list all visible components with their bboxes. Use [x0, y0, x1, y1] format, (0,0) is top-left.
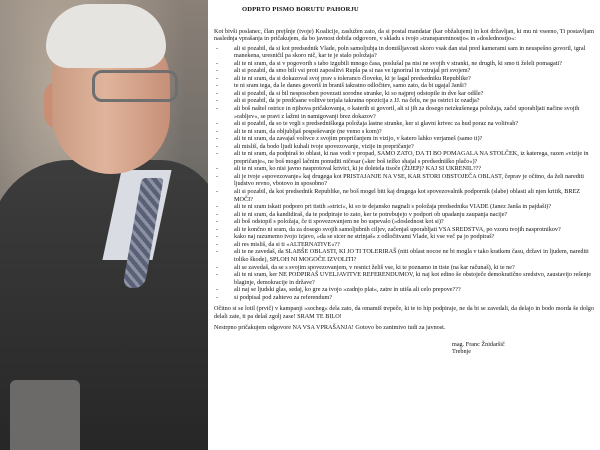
list-item: - ali te ni sram, da si v pogovorih s tabo izgubili mnogo časa, poslušal pa nisi ne svojih v stranki, ne drugih, ki smo ti želeli pomagati? — [214, 60, 594, 68]
list-item: - ali te ni sram, da kandidiraš, da te podpiraje to zato, ker te potrebujejo v podpori ob upadanju zaupanja nacije? — [214, 211, 594, 219]
list-item: - ali te ni sram, da podpiraš to oblast, ki nas vodi v propad, SAMO ZATO, DA TI BO POMAGALA NA STOLČEK, iz katerega, razen »vizije in prepričanje«, ne boš mogel lačnim ponuditi ničesar (»ker boš težko shajal s predsedniško plačo«)? — [214, 150, 594, 165]
letter-title: ODPRTO PISMO BORUTU PAHORJU — [242, 6, 359, 13]
list-item: - ali si pozabil, da kot predsednik Republike, ne boš mogel biti kaj drugega kot spovezovalnik podpornik (slabe) oblasti ali njen kritik, BREZ MOČI? — [214, 188, 594, 203]
list-item: - ali te ni sram, ker NE PODPIRAŠ UVELJAVITVE REFERENDUMOV, ki naj kot edino še obstoječe demokratično sredstvo, zaustavijo rešenje blaginje, demokracije in države? — [214, 271, 594, 286]
speaker-photo — [0, 0, 208, 450]
list-item: - ali te končno ni sram, da za dosego svojih samoljubnih ciljev, začenjaš uporabljati VSA SREDSTVA, po vzoru tvojih nasprotnikov? — [214, 226, 594, 234]
list-item: - ali te ni sram, ko nisi javno nasprotoval krivici, ki je doletela tisoče (ŽIJEP)? KAJ SI UKRENIL??? — [214, 165, 594, 173]
list-item: - ali te ne zavedaš, da SLABŠE OBLASTI, KI JO TI TOLERIRAŠ (niti oblast nocoe ne bi mogla v tako kratkem času, državi in ljudem, narediti toliko škode), SPLOH NI MOGOČE IZVOLITI? — [214, 248, 594, 263]
photo-glasses — [92, 70, 178, 102]
signature-place: Trebnje — [452, 348, 472, 356]
list-item: - ali si pozabil, da si kot predsednik Vlade, poln samoljubja in domišljavosti skoro vsak dan stal pred kamerami sam in neuspešno govoril, igral manekena, uresničil pa skoro nič, kar te je stalo položaja? — [214, 45, 594, 60]
list-item: - ali je tvoje »spovezovanje« kaj drugega kot PRISTAJANJE NA VSE, KAR STORI OBSTOJEČA OBLAST, čeprav je očitno, da želi narediti ljudstvo revno, vbotovo in sposobno? — [214, 173, 594, 188]
list-item: - ali te ni sram, da zavajaš volivce z svojim prepričanjem in vizijo, v katero lahko verjameš (samo ti)? — [214, 135, 594, 143]
closing-paragraph: Očitno si se lotil (prvič) v kampanji »socheg« dela zato, da omamiš trepeče, ki te to hip podpiraje, ne da bi se zavedali, da delajo in bodo morda še dolgo delali zate, ti pa delaš zgolj zase! SRAM TE BILO! — [214, 305, 594, 320]
list-item: - ali naj se ljudski glas, sedaj, ko gre za tvojo »zadnjo plat«, zatre in utiša ali celo prepove??? — [214, 286, 594, 294]
open-letter — [214, 6, 594, 446]
list-item: - ali si pozabil, da je predčasne volitve terjala takratna opozicija z JJ. na čelu, ne pa ostrici iz ozadja? — [214, 97, 594, 105]
list-item: - kako naj razumemo tvojo izjavo, »da se sicer ne strinjaš« z odločitvami Vlade, ki vse več pa jo podpiraš? — [214, 233, 594, 241]
letter-intro: Kot bivši poslanec, član prejšnje (tvoje) Koalicije, zaslužen zato, da si postal mandatar (kar obžalujem) in kot državljan, ki mu ni vseeno, Ti postavljam naslednja vprašanja in pričakujem, da bo javnost dobila odgovore, v skladu s tvojo »transparentnostjo« in »doslednostjo«: — [214, 27, 594, 43]
list-item: - ali si pozabil, da so te vrgli s predsedniškega položaja lastne stranke, ker si glavni krivec za hud poraz na volitvah? — [214, 120, 594, 128]
list-item: - ali te ni sram iskati podporo pri tistih »strici«, ki so te dejansko nagnali s položaja predsednika VIADE (Janez Janša in pajdaši)? — [214, 203, 594, 211]
list-item: - ali te ni sram, da obljubljaš pospeševanje (ne vemo s kom)? — [214, 128, 594, 136]
list-item: - ali si pozabil, da smo bili vsi proti zaposlitvi Rupla pa si nas ve ignoriral in vztrajal pri svojem? — [214, 67, 594, 75]
list-item: - ali si pozabil, da si bil nesposoben povezati sorodne stranke, ki so najprej odstopile in dve kar odšle? — [214, 90, 594, 98]
list-item: - te ni sram tega, da le danes govoriš in braniš takratno odločitev, samo zato, da bi ugajal Janši? — [214, 82, 594, 90]
list-item: - ali misliš, da bodo ljudi kuhali tvoje spovezovanje, vizije in prepričanje? — [214, 143, 594, 151]
list-item: - ali boš naštel ostrice in njihova pričakovanja, o katerih si govoril, ali si jih za dosego neizkušenega položaja, začel uporabljati načine svojih »rabljev«, se pravi z lažmi in namigovanji brez dokazov? — [214, 105, 594, 120]
photo-hair — [46, 4, 166, 68]
question-list — [214, 45, 594, 302]
list-item: - ali se zavedaš, da se s svojim spovezovanjem, v resnici želiš vse, ki te poznamo in tiste (na kar računaš), ki te ne? — [214, 264, 594, 272]
list-item: - ali boš odstopil s položaja, če ti spovezovanjem ne bo uspevalo (»doslednost kot si)? — [214, 218, 594, 226]
list-item: - ali res misliš, da si ti »ALTERNATIVE«?? — [214, 241, 594, 249]
list-item: - si podpisal pod zahtevo za referendum? — [214, 294, 594, 302]
list-item: - ali te ni sram, da si dokazoval svoj prav s toleranco človeku, ki je lagal predsedniku Republike? — [214, 75, 594, 83]
photo-seat — [10, 380, 80, 450]
signature-name: mag. Franc Žnidaršič — [452, 340, 505, 348]
ending-line: Nestrpno pričakujem odgovore NA VSA VPRAŠANJA! Gotovo bo zanimivo tudi za javnost. — [214, 324, 446, 332]
